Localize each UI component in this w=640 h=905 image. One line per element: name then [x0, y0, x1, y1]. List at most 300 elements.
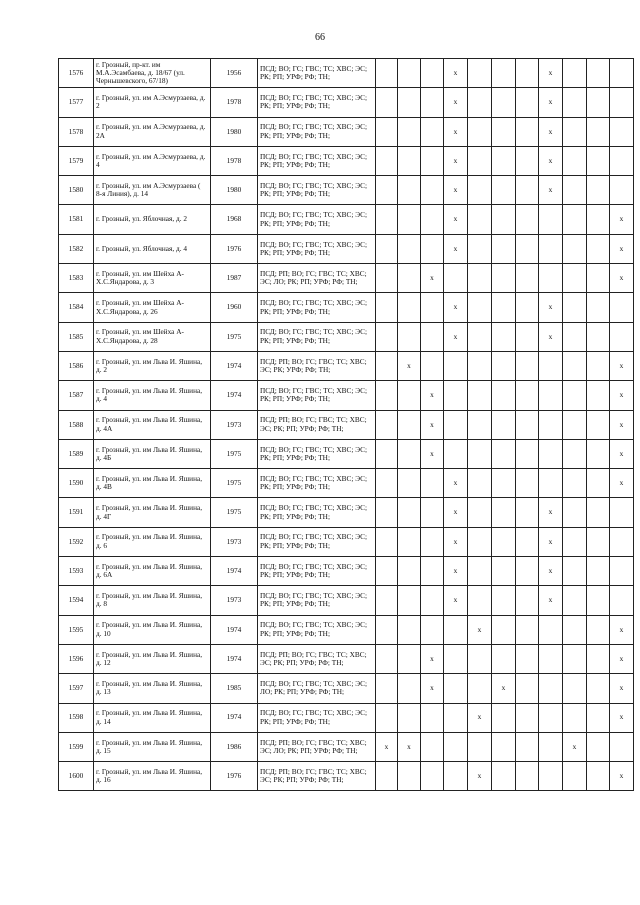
year-built-cell: 1974 — [211, 644, 258, 673]
mark-cell — [516, 557, 539, 586]
mark-cell: х — [610, 410, 634, 439]
mark-cell — [398, 410, 421, 439]
mark-cell: х — [610, 439, 634, 468]
mark-cell — [468, 557, 492, 586]
mark-cell — [421, 615, 444, 644]
row-number-cell: 1596 — [59, 644, 94, 673]
mark-cell — [539, 732, 563, 761]
table-row — [59, 381, 634, 410]
address-cell: г. Грозный, ул. им А.Эсмурзаева, д. 4 — [94, 146, 211, 175]
systems-cell: ПСД; ВО; ГС; ГВС; ТС; ХВС; ЭС; РК; РП; УРФ; РФ; ТН; — [258, 703, 376, 732]
year-built-cell: 1974 — [211, 557, 258, 586]
mark-cell — [444, 264, 468, 293]
mark-cell — [492, 234, 516, 263]
mark-cell — [421, 59, 444, 88]
mark-cell — [587, 88, 610, 117]
mark-cell: х — [539, 498, 563, 527]
year-built-cell: 1980 — [211, 117, 258, 146]
year-built-cell: 1978 — [211, 146, 258, 175]
mark-cell: х — [444, 498, 468, 527]
mark-cell — [610, 146, 634, 175]
year-built-cell: 1960 — [211, 293, 258, 322]
mark-cell — [516, 762, 539, 791]
mark-cell — [444, 381, 468, 410]
mark-cell — [398, 88, 421, 117]
address-cell: г. Грозный, ул. им Льва И. Яшина, д. 4Б — [94, 439, 211, 468]
mark-cell — [468, 59, 492, 88]
mark-cell — [587, 469, 610, 498]
mark-cell: х — [610, 264, 634, 293]
mark-cell — [468, 674, 492, 703]
mark-cell — [516, 674, 539, 703]
mark-cell: х — [539, 586, 563, 615]
mark-cell — [516, 439, 539, 468]
mark-cell — [376, 351, 398, 380]
table-row — [59, 762, 634, 791]
mark-cell: х — [539, 59, 563, 88]
mark-cell — [444, 674, 468, 703]
year-built-cell: 1975 — [211, 498, 258, 527]
table-row — [59, 527, 634, 556]
table-row — [59, 644, 634, 673]
mark-cell — [516, 644, 539, 673]
mark-cell — [563, 703, 587, 732]
mark-cell: х — [610, 762, 634, 791]
mark-cell — [587, 732, 610, 761]
mark-cell — [376, 674, 398, 703]
mark-cell — [539, 264, 563, 293]
mark-cell — [587, 322, 610, 351]
mark-cell — [376, 703, 398, 732]
year-built-cell: 1980 — [211, 176, 258, 205]
mark-cell — [587, 644, 610, 673]
address-cell: г. Грозный, ул. им Льва И. Яшина, д. 12 — [94, 644, 211, 673]
systems-cell: ПСД; ВО; ГС; ГВС; ТС; ХВС; ЭС; РК; РП; УРФ; РФ; ТН; — [258, 293, 376, 322]
mark-cell — [492, 381, 516, 410]
table-row — [59, 498, 634, 527]
mark-cell — [516, 234, 539, 263]
mark-cell — [563, 322, 587, 351]
table-row — [59, 59, 634, 88]
mark-cell — [610, 498, 634, 527]
mark-cell — [563, 59, 587, 88]
systems-cell: ПСД; РП; ВО; ГС; ГВС; ТС; ХВС; ЭС; РК; РП; УРФ; РФ; ТН; — [258, 644, 376, 673]
mark-cell: х — [539, 88, 563, 117]
row-number-cell: 1589 — [59, 439, 94, 468]
mark-cell — [539, 615, 563, 644]
systems-cell: ПСД; ВО; ГС; ГВС; ТС; ХВС; ЭС; РК; РП; УРФ; РФ; ТН; — [258, 615, 376, 644]
table-row — [59, 674, 634, 703]
address-cell: г. Грозный, ул. им Льва И. Яшина, д. 13 — [94, 674, 211, 703]
mark-cell: х — [610, 205, 634, 234]
mark-cell — [587, 59, 610, 88]
address-cell: г. Грозный, ул. им А.Эсмурзаева, д. 2 — [94, 88, 211, 117]
mark-cell: х — [444, 88, 468, 117]
mark-cell — [468, 176, 492, 205]
row-number-cell: 1581 — [59, 205, 94, 234]
address-cell: г. Грозный, ул. им Льва И. Яшина, д. 4В — [94, 469, 211, 498]
mark-cell — [610, 732, 634, 761]
table-row — [59, 469, 634, 498]
year-built-cell: 1987 — [211, 264, 258, 293]
mark-cell: х — [610, 381, 634, 410]
mark-cell — [444, 439, 468, 468]
year-built-cell: 1978 — [211, 88, 258, 117]
mark-cell — [610, 527, 634, 556]
year-built-cell: 1974 — [211, 703, 258, 732]
mark-cell — [492, 732, 516, 761]
row-number-cell: 1580 — [59, 176, 94, 205]
mark-cell — [376, 293, 398, 322]
systems-cell: ПСД; ВО; ГС; ГВС; ТС; ХВС; ЭС; РК; РП; УРФ; РФ; ТН; — [258, 586, 376, 615]
systems-cell: ПСД; РП; ВО; ГС; ГВС; ТС; ХВС; ЭС; ЛО; РК; РП; УРФ; РФ; ТН; — [258, 264, 376, 293]
mark-cell — [444, 703, 468, 732]
year-built-cell: 1974 — [211, 381, 258, 410]
mark-cell — [563, 410, 587, 439]
mark-cell — [516, 527, 539, 556]
mark-cell: х — [610, 469, 634, 498]
row-number-cell: 1600 — [59, 762, 94, 791]
address-cell: г. Грозный, ул. им А.Эсмурзаева ( 8-я Линия), д. 14 — [94, 176, 211, 205]
mark-cell: х — [444, 59, 468, 88]
mark-cell — [492, 703, 516, 732]
row-number-cell: 1577 — [59, 88, 94, 117]
systems-cell: ПСД; РП; ВО; ГС; ГВС; ТС; ХВС; ЭС; ЛО; РК; РП; УРФ; РФ; ТН; — [258, 732, 376, 761]
mark-cell — [563, 557, 587, 586]
address-cell: г. Грозный, ул. им Льва И. Яшина, д. 15 — [94, 732, 211, 761]
mark-cell — [421, 498, 444, 527]
address-cell: г. Грозный, ул. им Шейха А-Х.С.Яндарова, д. 28 — [94, 322, 211, 351]
mark-cell — [421, 586, 444, 615]
table-row — [59, 293, 634, 322]
systems-cell: ПСД; ВО; ГС; ГВС; ТС; ХВС; ЭС; РК; РП; УРФ; РФ; ТН; — [258, 381, 376, 410]
mark-cell — [376, 527, 398, 556]
mark-cell — [421, 205, 444, 234]
row-number-cell: 1587 — [59, 381, 94, 410]
mark-cell: х — [610, 234, 634, 263]
mark-cell — [492, 410, 516, 439]
mark-cell — [516, 381, 539, 410]
year-built-cell: 1974 — [211, 351, 258, 380]
mark-cell — [563, 381, 587, 410]
mark-cell — [539, 381, 563, 410]
row-number-cell: 1585 — [59, 322, 94, 351]
year-built-cell: 1976 — [211, 234, 258, 263]
mark-cell — [516, 410, 539, 439]
address-cell: г. Грозный, ул. Яблочная, д. 4 — [94, 234, 211, 263]
address-cell: г. Грозный, ул. им Льва И. Яшина, д. 14 — [94, 703, 211, 732]
systems-cell: ПСД; ВО; ГС; ГВС; ТС; ХВС; ЭС; РК; РП; УРФ; РФ; ТН; — [258, 557, 376, 586]
mark-cell — [492, 586, 516, 615]
row-number-cell: 1597 — [59, 674, 94, 703]
mark-cell — [516, 205, 539, 234]
year-built-cell: 1976 — [211, 762, 258, 791]
mark-cell — [610, 88, 634, 117]
mark-cell — [492, 615, 516, 644]
mark-cell — [492, 264, 516, 293]
systems-cell: ПСД; ВО; ГС; ГВС; ТС; ХВС; ЭС; РК; РП; УРФ; РФ; ТН; — [258, 498, 376, 527]
mark-cell — [468, 322, 492, 351]
mark-cell — [398, 439, 421, 468]
mark-cell — [468, 264, 492, 293]
mark-cell — [492, 644, 516, 673]
table-row — [59, 351, 634, 380]
mark-cell — [563, 205, 587, 234]
mark-cell — [444, 732, 468, 761]
mark-cell — [444, 762, 468, 791]
mark-cell: х — [539, 176, 563, 205]
mark-cell — [610, 59, 634, 88]
mark-cell — [468, 644, 492, 673]
mark-cell — [516, 117, 539, 146]
mark-cell — [516, 293, 539, 322]
systems-cell: ПСД; ВО; ГС; ГВС; ТС; ХВС; ЭС; РК; РП; УРФ; РФ; ТН; — [258, 234, 376, 263]
mark-cell — [563, 527, 587, 556]
mark-cell — [398, 557, 421, 586]
mark-cell — [492, 176, 516, 205]
row-number-cell: 1576 — [59, 59, 94, 88]
year-built-cell: 1975 — [211, 322, 258, 351]
mark-cell — [421, 322, 444, 351]
systems-cell: ПСД; РП; ВО; ГС; ГВС; ТС; ХВС; ЭС; РК; УРФ; РФ; ТН; — [258, 351, 376, 380]
systems-cell: ПСД; ВО; ГС; ГВС; ТС; ХВС; ЭС; РК; РП; УРФ; РФ; ТН; — [258, 469, 376, 498]
address-cell: г. Грозный, ул. им Льва И. Яшина, д. 16 — [94, 762, 211, 791]
mark-cell — [468, 234, 492, 263]
mark-cell — [563, 439, 587, 468]
mark-cell: х — [539, 293, 563, 322]
mark-cell — [468, 498, 492, 527]
systems-cell: ПСД; ВО; ГС; ГВС; ТС; ХВС; ЭС; РК; РП; УРФ; РФ; ТН; — [258, 176, 376, 205]
mark-cell — [539, 762, 563, 791]
mark-cell — [376, 557, 398, 586]
mark-cell — [587, 527, 610, 556]
mark-cell: х — [539, 527, 563, 556]
mark-cell — [492, 293, 516, 322]
mark-cell — [492, 439, 516, 468]
mark-cell — [516, 176, 539, 205]
mark-cell: х — [610, 644, 634, 673]
mark-cell — [516, 703, 539, 732]
mark-cell — [587, 234, 610, 263]
mark-cell — [376, 469, 398, 498]
mark-cell — [587, 586, 610, 615]
mark-cell — [398, 586, 421, 615]
mark-cell — [398, 176, 421, 205]
row-number-cell: 1591 — [59, 498, 94, 527]
row-number-cell: 1590 — [59, 469, 94, 498]
table-row — [59, 410, 634, 439]
row-number-cell: 1599 — [59, 732, 94, 761]
mark-cell — [539, 703, 563, 732]
mark-cell — [539, 234, 563, 263]
systems-cell: ПСД; РП; ВО; ГС; ГВС; ТС; ХВС; ЭС; РК; РП; УРФ; РФ; ТН; — [258, 762, 376, 791]
mark-cell — [587, 264, 610, 293]
mark-cell — [516, 615, 539, 644]
address-cell: г. Грозный, ул. им Льва И. Яшина, д. 2 — [94, 351, 211, 380]
mark-cell: х — [444, 527, 468, 556]
mark-cell — [492, 557, 516, 586]
mark-cell — [444, 410, 468, 439]
mark-cell — [376, 439, 398, 468]
mark-cell — [610, 117, 634, 146]
row-number-cell: 1594 — [59, 586, 94, 615]
mark-cell — [516, 586, 539, 615]
mark-cell — [587, 410, 610, 439]
systems-cell: ПСД; ВО; ГС; ГВС; ТС; ХВС; ЭС; РК; РП; УРФ; РФ; ТН; — [258, 527, 376, 556]
mark-cell — [516, 59, 539, 88]
mark-cell — [563, 498, 587, 527]
mark-cell — [563, 615, 587, 644]
mark-cell — [563, 586, 587, 615]
mark-cell — [492, 469, 516, 498]
mark-cell — [376, 322, 398, 351]
mark-cell — [421, 293, 444, 322]
mark-cell — [492, 117, 516, 146]
mark-cell — [468, 732, 492, 761]
systems-cell: ПСД; ВО; ГС; ГВС; ТС; ХВС; ЭС; ЛО; РК; РП; УРФ; РФ; ТН; — [258, 674, 376, 703]
mark-cell — [587, 176, 610, 205]
row-number-cell: 1592 — [59, 527, 94, 556]
year-built-cell: 1985 — [211, 674, 258, 703]
mark-cell — [563, 176, 587, 205]
mark-cell — [563, 762, 587, 791]
mark-cell — [587, 703, 610, 732]
mark-cell: х — [610, 674, 634, 703]
row-number-cell: 1598 — [59, 703, 94, 732]
mark-cell: х — [421, 644, 444, 673]
mark-cell — [398, 381, 421, 410]
mark-cell — [516, 322, 539, 351]
mark-cell — [444, 351, 468, 380]
mark-cell: х — [444, 234, 468, 263]
row-number-cell: 1593 — [59, 557, 94, 586]
mark-cell — [516, 264, 539, 293]
mark-cell — [468, 527, 492, 556]
mark-cell — [587, 381, 610, 410]
mark-cell: х — [444, 557, 468, 586]
mark-cell: х — [444, 117, 468, 146]
mark-cell — [563, 351, 587, 380]
mark-cell: х — [421, 410, 444, 439]
mark-cell — [563, 469, 587, 498]
systems-cell: ПСД; ВО; ГС; ГВС; ТС; ХВС; ЭС; РК; РП; УРФ; РФ; ТН; — [258, 322, 376, 351]
mark-cell — [516, 351, 539, 380]
mark-cell — [587, 674, 610, 703]
mark-cell — [587, 557, 610, 586]
mark-cell — [563, 117, 587, 146]
mark-cell — [398, 264, 421, 293]
mark-cell — [421, 351, 444, 380]
mark-cell — [398, 762, 421, 791]
mark-cell — [492, 59, 516, 88]
mark-cell — [610, 176, 634, 205]
mark-cell — [398, 527, 421, 556]
mark-cell — [398, 205, 421, 234]
mark-cell — [587, 351, 610, 380]
mark-cell — [376, 498, 398, 527]
mark-cell — [516, 88, 539, 117]
mark-cell — [421, 176, 444, 205]
mark-cell: х — [492, 674, 516, 703]
mark-cell — [587, 293, 610, 322]
table-row — [59, 176, 634, 205]
address-cell: г. Грозный, пр-кт. им М.А.Эсамбаева, д. 18/67 (ул. Чернышевского, 67/18) — [94, 59, 211, 88]
mark-cell — [610, 557, 634, 586]
mark-cell — [421, 557, 444, 586]
mark-cell — [421, 469, 444, 498]
mark-cell: х — [421, 264, 444, 293]
mark-cell — [376, 59, 398, 88]
row-number-cell: 1578 — [59, 117, 94, 146]
mark-cell — [398, 498, 421, 527]
mark-cell — [398, 703, 421, 732]
mark-cell — [398, 234, 421, 263]
mark-cell — [563, 674, 587, 703]
mark-cell — [468, 146, 492, 175]
mark-cell: х — [421, 674, 444, 703]
systems-cell: ПСД; ВО; ГС; ГВС; ТС; ХВС; ЭС; РК; РП; УРФ; РФ; ТН; — [258, 117, 376, 146]
mark-cell: х — [444, 146, 468, 175]
mark-cell — [398, 146, 421, 175]
mark-cell — [492, 205, 516, 234]
mark-cell: х — [539, 146, 563, 175]
mark-cell — [376, 264, 398, 293]
mark-cell: х — [468, 762, 492, 791]
mark-cell — [539, 439, 563, 468]
page-number: 66 — [315, 32, 325, 43]
row-number-cell: 1595 — [59, 615, 94, 644]
mark-cell — [587, 762, 610, 791]
systems-cell: ПСД; РП; ВО; ГС; ГВС; ТС; ХВС; ЭС; РК; РП; УРФ; РФ; ТН; — [258, 410, 376, 439]
address-cell: г. Грозный, ул. им Шейха А-Х.С.Яндарова, д. 3 — [94, 264, 211, 293]
table-row — [59, 732, 634, 761]
table-row — [59, 703, 634, 732]
mark-cell — [468, 205, 492, 234]
mark-cell: х — [610, 615, 634, 644]
mark-cell — [421, 88, 444, 117]
mark-cell — [421, 732, 444, 761]
mark-cell: х — [444, 469, 468, 498]
mark-cell — [539, 674, 563, 703]
mark-cell — [468, 410, 492, 439]
mark-cell — [587, 439, 610, 468]
building-register-table — [58, 58, 634, 791]
mark-cell — [516, 469, 539, 498]
table-row — [59, 557, 634, 586]
mark-cell — [539, 351, 563, 380]
mark-cell — [516, 498, 539, 527]
address-cell: г. Грозный, ул. им Льва И. Яшина, д. 6А — [94, 557, 211, 586]
mark-cell — [610, 322, 634, 351]
mark-cell — [421, 146, 444, 175]
mark-cell: х — [468, 703, 492, 732]
systems-cell: ПСД; ВО; ГС; ГВС; ТС; ХВС; ЭС; РК; РП; УРФ; РФ; ТН; — [258, 146, 376, 175]
address-cell: г. Грозный, ул. им Льва И. Яшина, д. 8 — [94, 586, 211, 615]
address-cell: г. Грозный, ул. им Льва И. Яшина, д. 4Г — [94, 498, 211, 527]
year-built-cell: 1973 — [211, 527, 258, 556]
row-number-cell: 1582 — [59, 234, 94, 263]
mark-cell — [376, 88, 398, 117]
mark-cell — [398, 644, 421, 673]
mark-cell — [539, 205, 563, 234]
mark-cell — [516, 146, 539, 175]
mark-cell — [444, 644, 468, 673]
mark-cell: х — [444, 293, 468, 322]
mark-cell — [539, 410, 563, 439]
mark-cell: х — [539, 557, 563, 586]
mark-cell — [398, 322, 421, 351]
mark-cell — [587, 146, 610, 175]
